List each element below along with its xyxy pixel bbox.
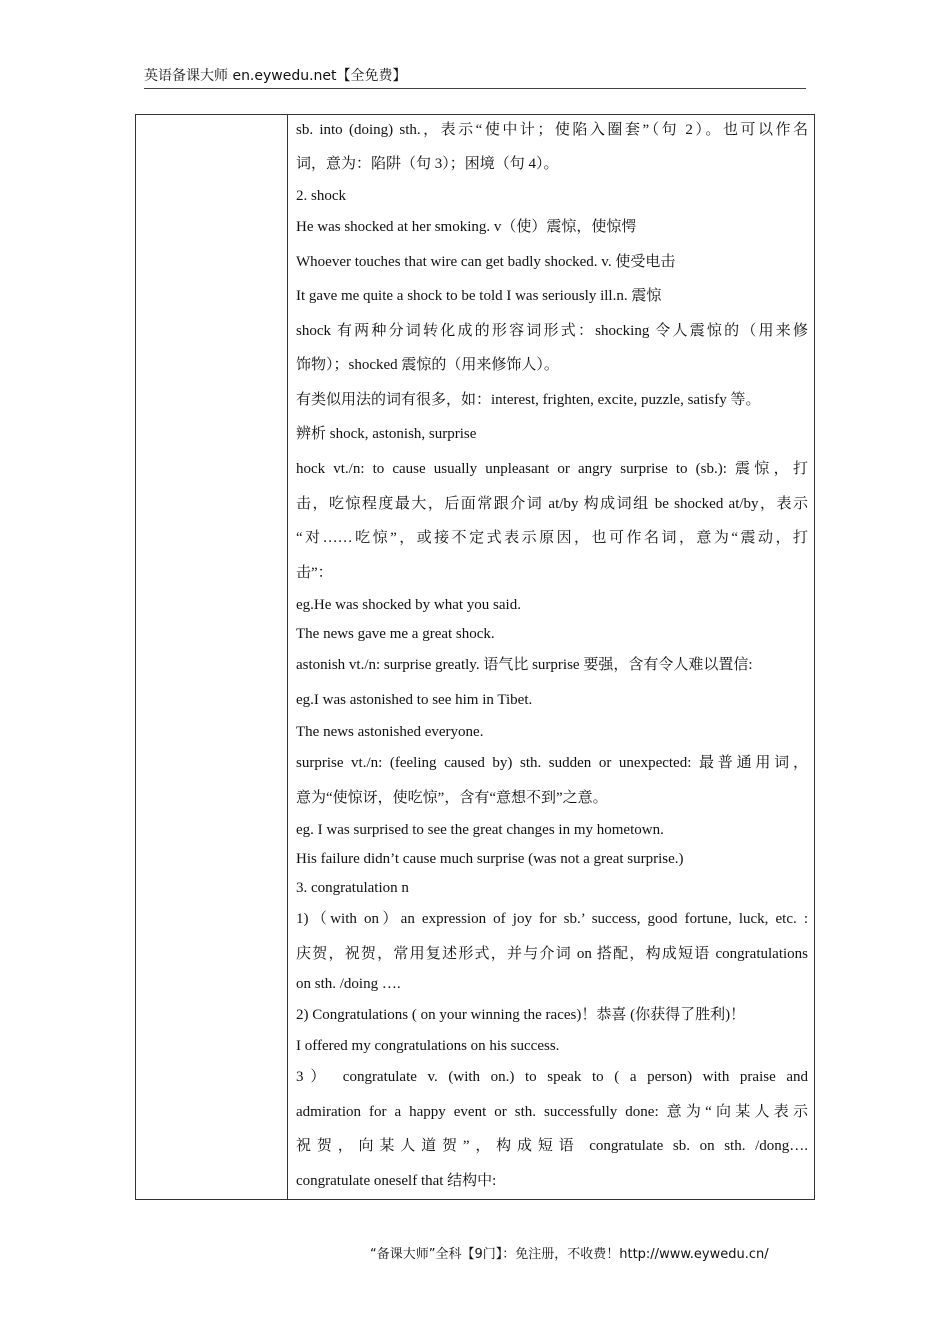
header-text: 英语备课大师 en.eywedu.net【全免费】 (144, 68, 407, 84)
text-line: 2. shock (296, 188, 346, 204)
text-line: sb. into (doing) sth.，表示“使中计；使陷入圈套”（句 2）。也可以作名 (296, 122, 808, 138)
text-line: shock 有两种分词转化成的形容词形式：shocking 令人震惊的（用来修 (296, 323, 808, 339)
text-line: eg.He was shocked by what you said. (296, 597, 521, 613)
text-line: eg.I was astonished to see him in Tibet. (296, 692, 533, 708)
text-line: 3） congratulate v. (with on.) to speak to ( a person) with praise and (296, 1069, 808, 1085)
text-line: 2) Congratulations ( on your winning the races)！恭喜 (你获得了胜利)！ (296, 1007, 746, 1023)
text-line: His failure didn’t cause much surprise (was not a great surprise.) (296, 851, 684, 867)
text-line: eg. I was surprised to see the great changes in my hometown. (296, 822, 664, 838)
text-line: 击”： (296, 565, 333, 581)
text-line: 3. congratulation n (296, 880, 409, 896)
text-line: 祝贺，向某人道贺”，构成短语 congratulate sb. on sth. /dong…. (296, 1138, 808, 1154)
text-line: congratulate oneself that 结构中: (296, 1173, 497, 1189)
text-line: 意为“使惊讶，使吃惊”，含有“意想不到”之意。 (296, 790, 608, 806)
text-line: 饰物）；shocked 震惊的（用来修饰人）。 (296, 357, 559, 373)
footer-text: “备课大师”全科【9门】：免注册，不收费！http://www.eywedu.cn/ (370, 1247, 769, 1262)
text-line: 1)（with on）an expression of joy for sb.’ success, good fortune, luck, etc. : (296, 911, 808, 927)
text-line: The news astonished everyone. (296, 724, 484, 740)
text-line: 有类似用法的词有很多，如：interest, frighten, excite, puzzle, satisfy 等。 (296, 392, 761, 408)
text-line: It gave me quite a shock to be told I was seriously ill.n. 震惊 (296, 288, 662, 304)
text-line: 击，吃惊程度最大，后面常跟介词 at/by 构成词组 be shocked at/by，表示 (296, 496, 808, 512)
text-line: Whoever touches that wire can get badly shocked. v. 使受电击 (296, 254, 676, 270)
text-line: 庆贺，祝贺，常用复述形式，并与介词 on 搭配，构成短语 congratulations (296, 946, 808, 962)
page-footer (370, 1246, 810, 1264)
text-line: on sth. /doing …. (296, 976, 401, 992)
text-line: admiration for a happy event or sth. successfully done: 意为“向某人表示 (296, 1104, 808, 1120)
text-line: hock vt./n: to cause usually unpleasant or angry surprise to (sb.): 震惊，打 (296, 461, 808, 477)
table-left-cell (136, 115, 288, 1199)
text-line: I offered my congratulations on his success. (296, 1038, 560, 1054)
text-line: surprise vt./n: (feeling caused by) sth. sudden or unexpected: 最普通用词， (296, 755, 808, 771)
content-table (135, 114, 815, 1200)
text-line: “对……吃惊”，或接不定式表示原因，也可作名词，意为“震动，打 (296, 530, 808, 546)
text-line: The news gave me a great shock. (296, 626, 495, 642)
text-line: astonish vt./n: surprise greatly. 语气比 surprise 要强，含有令人难以置信: (296, 657, 753, 673)
text-line: He was shocked at her smoking. v（使）震惊，使惊愕 (296, 219, 637, 235)
page-header (144, 66, 806, 89)
text-line: 辨析 shock, astonish, surprise (296, 426, 477, 442)
text-line: 词，意为：陷阱（句 3）；困境（句 4）。 (296, 156, 559, 172)
